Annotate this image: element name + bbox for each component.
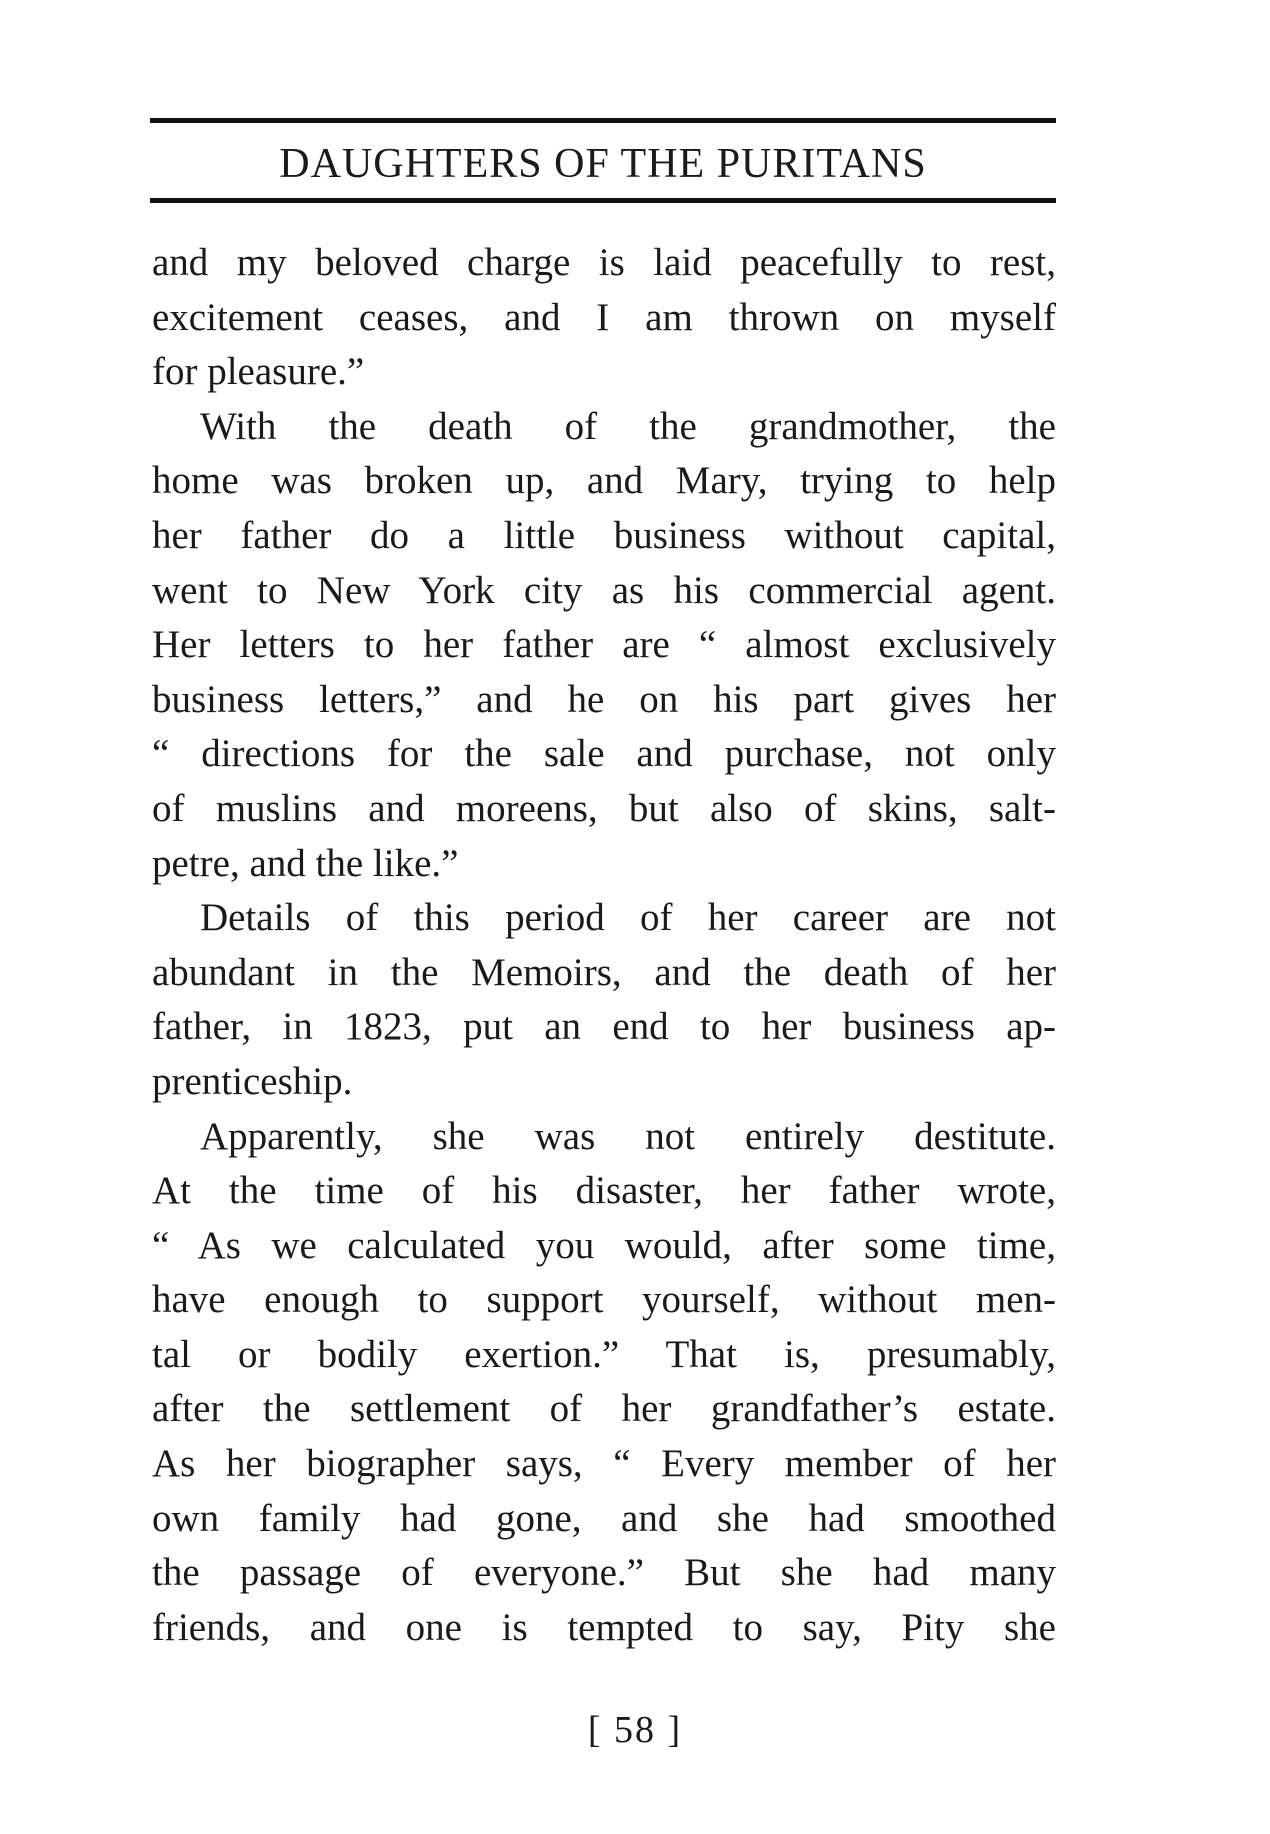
text-line: petre, and the like.” [152, 841, 459, 885]
text-line: excitement ceases, and I am thrown on myself [152, 295, 1056, 339]
text-line: “ directions for the sale and purchase, not only [152, 732, 1056, 776]
text-line: prenticeship. [152, 1059, 353, 1103]
header-rule-top [150, 118, 1056, 123]
text-line: home was broken up, and Mary, trying to help [152, 459, 1056, 503]
text-line: As her biographer says, “ Every member of her [152, 1442, 1056, 1486]
text-line: At the time of his disaster, her father wrote, [152, 1169, 1056, 1213]
text-line: father, in 1823, put an end to her business ap- [152, 1005, 1056, 1049]
text-line: of muslins and moreens, but also of skins, salt- [152, 786, 1056, 830]
text-line: abundant in the Memoirs, and the death of her [152, 950, 1056, 994]
text-line: business letters,” and he on his part gives her [152, 677, 1056, 721]
text-line: tal or bodily exertion.” That is, presumably, [152, 1332, 1056, 1376]
text-line: With the death of the grandmother, the [200, 404, 1056, 448]
text-line: have enough to support yourself, without men- [152, 1278, 1056, 1322]
text-line: and my beloved charge is laid peacefully to rest, [152, 241, 1056, 284]
text-line: Details of this period of her career are not [200, 896, 1056, 940]
text-line: after the settlement of her grandfather’s estate. [152, 1387, 1056, 1431]
text-line: own family had gone, and she had smoothed [152, 1496, 1056, 1540]
text-line: went to New York city as his commercial agent. [152, 568, 1056, 612]
page-number: [ 58 ] [587, 1709, 683, 1751]
text-line: friends, and one is tempted to say, Pity she [152, 1605, 1056, 1649]
text-line: her father do a little business without capital, [152, 513, 1056, 557]
text-line: for pleasure.” [152, 350, 365, 394]
header-rule-bottom [150, 198, 1056, 203]
text-line: the passage of everyone.” But she had many [152, 1551, 1056, 1595]
text-line: Apparently, she was not entirely destitute. [200, 1114, 1056, 1158]
text-line: “ As we calculated you would, after some time, [152, 1223, 1056, 1267]
text-line: Her letters to her father are “ almost exclusively [152, 623, 1056, 667]
body-text [152, 236, 1056, 1655]
running-title: DAUGHTERS OF THE PURITANS [279, 141, 927, 187]
